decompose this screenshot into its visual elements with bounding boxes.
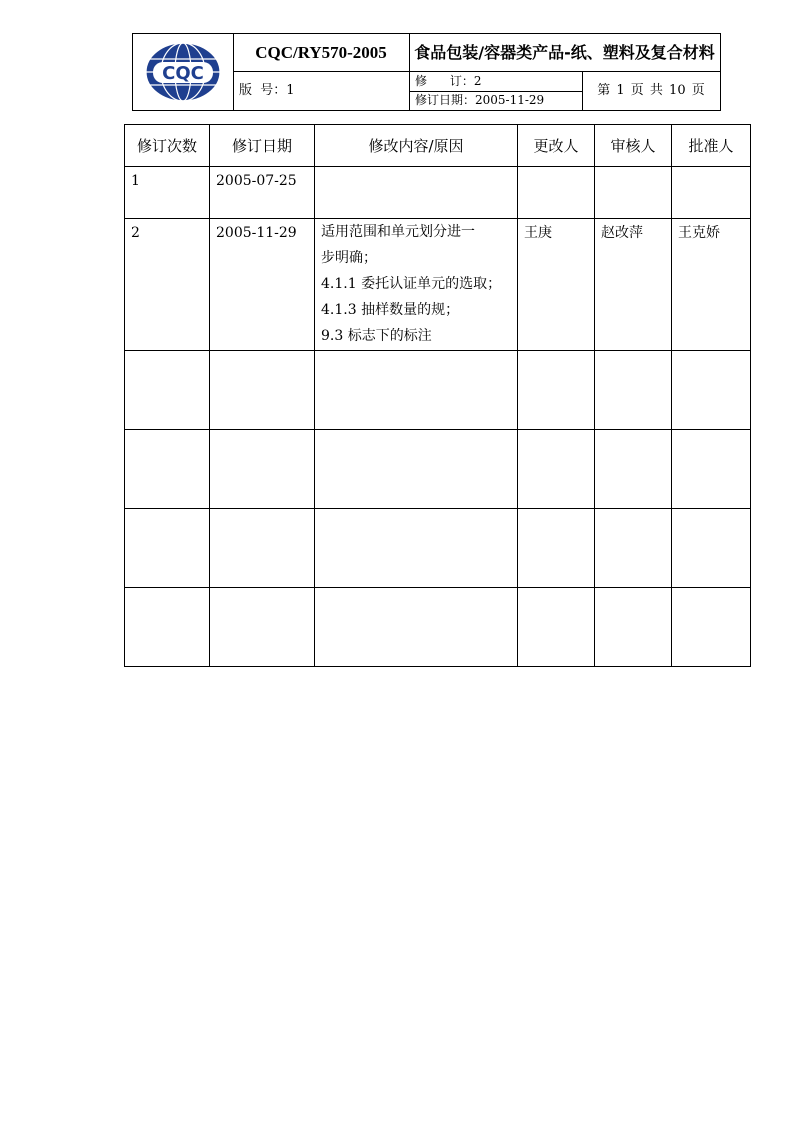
document-title: 食品包装/容器类产品-纸、塑料及复合材料 xyxy=(414,43,715,62)
content-line: 步明确； xyxy=(321,250,377,266)
cell-revision-no: 2 xyxy=(125,219,210,351)
table-header-row xyxy=(125,125,751,167)
table-row-empty xyxy=(125,430,751,509)
content-line: 4.1.3 抽样数量的规； xyxy=(321,302,460,318)
revision-number: 修 订：2 xyxy=(415,74,482,88)
globe-icon xyxy=(141,40,225,104)
content-line: 适用范围和单元划分进一 xyxy=(321,224,475,240)
page-info: 第 1 页 共 10 页 xyxy=(597,83,705,98)
table-row xyxy=(125,167,751,219)
column-header-revision-date: 修订日期 xyxy=(210,125,315,167)
table-row-empty xyxy=(125,509,751,588)
revision-date: 修订日期：2005-11-29 xyxy=(415,93,545,107)
cell-content xyxy=(315,167,518,219)
cell-approver xyxy=(672,167,751,219)
content-line: 4.1.1 委托认证单元的选取； xyxy=(321,276,502,292)
column-header-content: 修改内容/原因 xyxy=(315,125,518,167)
column-header-approver: 批准人 xyxy=(672,125,751,167)
table-row-empty xyxy=(125,351,751,430)
revision-history-table xyxy=(124,124,751,667)
cqc-logo xyxy=(133,34,233,110)
cell-revision-date: 2005-11-29 xyxy=(210,219,315,351)
document-code: CQC/RY570-2005 xyxy=(255,43,387,62)
cell-reviewer: 赵改萍 xyxy=(595,219,672,351)
cell-approver: 王克娇 xyxy=(672,219,751,351)
content-line: 9.3 标志下的标注 xyxy=(321,328,432,344)
document-header xyxy=(132,33,721,111)
column-header-reviewer: 审核人 xyxy=(595,125,672,167)
table-row-empty xyxy=(125,588,751,667)
column-header-revision-no: 修订次数 xyxy=(125,125,210,167)
cell-changer: 王庚 xyxy=(518,219,595,351)
column-header-changer: 更改人 xyxy=(518,125,595,167)
cell-content xyxy=(315,219,518,351)
cell-revision-no: 1 xyxy=(125,167,210,219)
cell-changer xyxy=(518,167,595,219)
cell-revision-date: 2005-07-25 xyxy=(210,167,315,219)
logo-text: CQC xyxy=(162,63,204,84)
table-row xyxy=(125,219,751,351)
cell-reviewer xyxy=(595,167,672,219)
edition-number: 版 号：1 xyxy=(239,83,295,98)
